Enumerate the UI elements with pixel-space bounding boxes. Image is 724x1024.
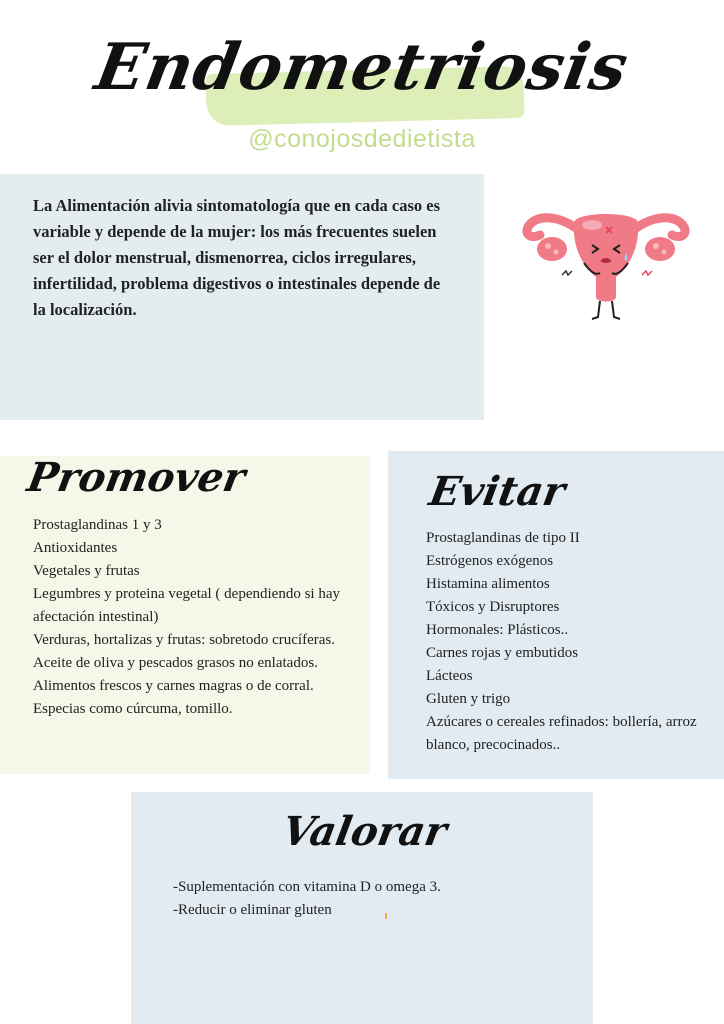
decorative-tick <box>385 913 387 919</box>
valorar-list <box>173 876 573 922</box>
list-item: -Reducir o eliminar gluten <box>173 902 332 918</box>
list-item: Verduras, hortalizas y frutas: sobretodo crucíferas. <box>33 632 335 648</box>
list-item: Prostaglandinas de tipo II <box>426 530 580 546</box>
list-item: Legumbres y proteina vegetal ( dependiendo si hay afectación intestinal) <box>33 586 340 625</box>
valorar-heading: Valorar <box>278 808 451 855</box>
list-item: Azúcares o cereales refinados: bollería, arroz blanco, precocinados.. <box>426 714 697 753</box>
evitar-heading: Evitar <box>425 468 569 515</box>
list-item: Prostaglandinas 1 y 3 <box>33 517 162 533</box>
list-item: Histamina alimentos <box>426 576 550 592</box>
list-item: Alimentos frescos y carnes magras o de corral. <box>33 678 314 694</box>
list-item: Vegetales y frutas <box>33 563 140 579</box>
list-item: Especias como cúrcuma, tomillo. <box>33 701 233 717</box>
list-item: -Suplementación con vitamina D o omega 3. <box>173 879 441 895</box>
list-item: Antioxidantes <box>33 540 118 556</box>
list-item: Estrógenos exógenos <box>426 553 554 569</box>
intro-text: La Alimentación alivia sintomatología que en cada caso es variable y depende de la mujer: los más frecuentes suelen ser el dolor menstrual, dismenorrea, ciclos irregulares, infertilidad, problema digestivos o intestinales depende de la localización. <box>33 196 441 319</box>
promover-list <box>33 514 363 721</box>
list-item: Carnes rojas y embutidos <box>426 645 579 661</box>
list-item: Tóxicos y Disruptores <box>426 599 560 615</box>
list-item: Hormonales: Plásticos.. <box>426 622 569 638</box>
author-handle: @conojosdedietista <box>248 125 476 153</box>
uterus-illustration-icon <box>522 205 690 325</box>
list-item: Aceite de oliva y pescados grasos no enlatados. <box>33 655 318 671</box>
page-title: Endometriosis <box>89 30 635 105</box>
list-item: Gluten y trigo <box>426 691 511 707</box>
list-item: Lácteos <box>426 668 473 684</box>
promover-heading: Promover <box>23 454 249 501</box>
evitar-list <box>426 527 716 757</box>
